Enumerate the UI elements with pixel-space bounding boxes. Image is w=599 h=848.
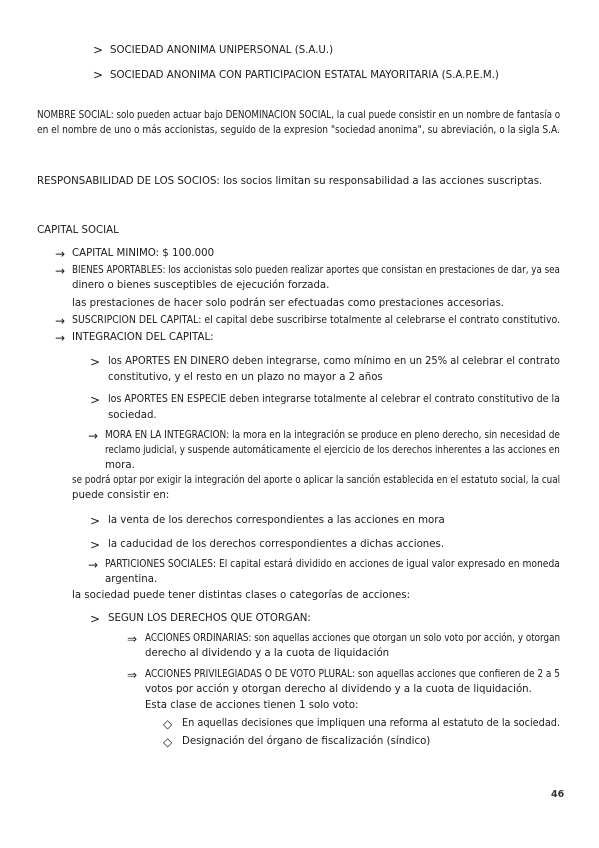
- bienes-aportables-text: dinero o bienes susceptibles de ejecución forzada.: [72, 280, 330, 291]
- acciones-privilegiadas-text: votos por acción y otorgan derecho al dividendo y a la cuota de liquidación.: [145, 684, 532, 695]
- section-heading-capital-social: CAPITAL SOCIAL: [37, 225, 119, 236]
- aportes-dinero-text: constitutivo, y el resto en un plazo no mayor a 2 años: [108, 372, 383, 383]
- acciones-ordinarias-text: ACCIONES ORDINARIAS: son aquellas acciones que otorgan un solo voto por acción, y otorgan: [145, 633, 561, 644]
- particiones-text: argentina.: [105, 574, 158, 585]
- double-arrow-icon: ⇒: [127, 668, 138, 682]
- heading-sau: SOCIEDAD ANONIMA UNIPERSONAL (S.A.U.): [110, 45, 334, 56]
- caret-icon: >: [90, 514, 101, 528]
- clases-acciones-text: la sociedad puede tener distintas clases o categorías de acciones:: [72, 590, 411, 601]
- diamond-icon: ◇: [163, 735, 173, 749]
- reforma-estatuto-text: En aquellas decisiones que impliquen una reforma al estatuto de la sociedad.: [182, 718, 561, 729]
- acciones-privilegiadas-text: ACCIONES PRIVILEGIADAS O DE VOTO PLURAL: son aquellas acciones que confieren de 2 a 5: [145, 669, 560, 680]
- caret-icon: >: [90, 612, 101, 626]
- segun-derechos-heading: SEGUN LOS DERECHOS QUE OTORGAN:: [108, 613, 311, 624]
- aportes-especie-text: sociedad.: [108, 410, 157, 421]
- bienes-aportables-text: BIENES APORTABLES: los accionistas solo pueden realizar aportes que consistan en prestaciones de dar, ya sea: [72, 265, 560, 276]
- aportes-dinero-text: los APORTES EN DINERO deben integrarse, como mínimo en un 25% al celebrar el contrato: [108, 356, 560, 367]
- caret-icon: >: [93, 43, 104, 57]
- aportes-especie-text: los APORTES EN ESPECIE deben integrarse totalmente al celebrar el contrato constitutivo de la: [108, 394, 560, 405]
- arrow-icon: →: [55, 314, 66, 328]
- nombre-social-text: NOMBRE SOCIAL: solo pueden actuar bajo DENOMINACION SOCIAL, la cual puede consistir en un nombre de fantasía o: [37, 110, 561, 121]
- caret-icon: >: [90, 355, 101, 369]
- arrow-icon: →: [88, 558, 99, 572]
- mora-text: mora.: [105, 460, 135, 471]
- sancion-text: puede consistir en:: [72, 490, 170, 501]
- nombre-social-text: en el nombre de uno o más accionistas, seguido de la expresion "sociedad anonima", su abreviación, o la sigla S.A.: [37, 125, 560, 136]
- arrow-icon: →: [88, 429, 99, 443]
- mora-text: MORA EN LA INTEGRACION: la mora en la integración se produce en pleno derecho, sin necesidad de: [105, 430, 560, 441]
- arrow-icon: →: [55, 247, 66, 261]
- mora-text: reclamo judicial, y suspende automáticamente el ejercicio de los derechos inherentes a las acciones en: [105, 445, 560, 456]
- sancion-option-text: la caducidad de los derechos correspondientes a dichas acciones.: [108, 539, 445, 550]
- particiones-text: PARTICIONES SOCIALES: El capital estará dividido en acciones de igual valor expresado en moneda: [105, 559, 560, 570]
- designacion-organo-text: Designación del órgano de fiscalización (síndico): [182, 736, 431, 747]
- suscripcion-text: SUSCRIPCION DEL CAPITAL: el capital debe suscribirse totalmente al celebrarse el contrato constitutivo.: [72, 315, 561, 326]
- responsabilidad-text: RESPONSABILIDAD DE LOS SOCIOS: los socios limitan su responsabilidad a las acciones suscriptas.: [37, 176, 543, 187]
- arrow-icon: →: [55, 264, 66, 278]
- bienes-aportables-text: las prestaciones de hacer solo podrán ser efectuadas como prestaciones accesorias.: [72, 298, 505, 309]
- heading-sapem: SOCIEDAD ANONIMA CON PARTICIPACION ESTATAL MAYORITARIA (S.A.P.E.M.): [110, 70, 499, 81]
- caret-icon: >: [90, 393, 101, 407]
- integracion-heading: INTEGRACION DEL CAPITAL:: [72, 332, 214, 343]
- caret-icon: >: [90, 538, 101, 552]
- arrow-icon: →: [55, 331, 66, 345]
- caret-icon: >: [93, 68, 104, 82]
- sancion-option-text: la venta de los derechos correspondientes a las acciones en mora: [108, 515, 445, 526]
- page-number: 46: [551, 789, 565, 800]
- diamond-icon: ◇: [163, 717, 173, 731]
- un-solo-voto-text: Esta clase de acciones tienen 1 solo voto:: [145, 700, 359, 711]
- sancion-text: se podrá optar por exigir la integración del aporte o aplicar la sanción establecida en el estatuto social, la cual: [72, 475, 561, 486]
- capital-minimo-text: CAPITAL MINIMO: $ 100.000: [72, 248, 215, 259]
- acciones-ordinarias-text: derecho al dividendo y a la cuota de liquidación: [145, 648, 390, 659]
- double-arrow-icon: ⇒: [127, 632, 138, 646]
